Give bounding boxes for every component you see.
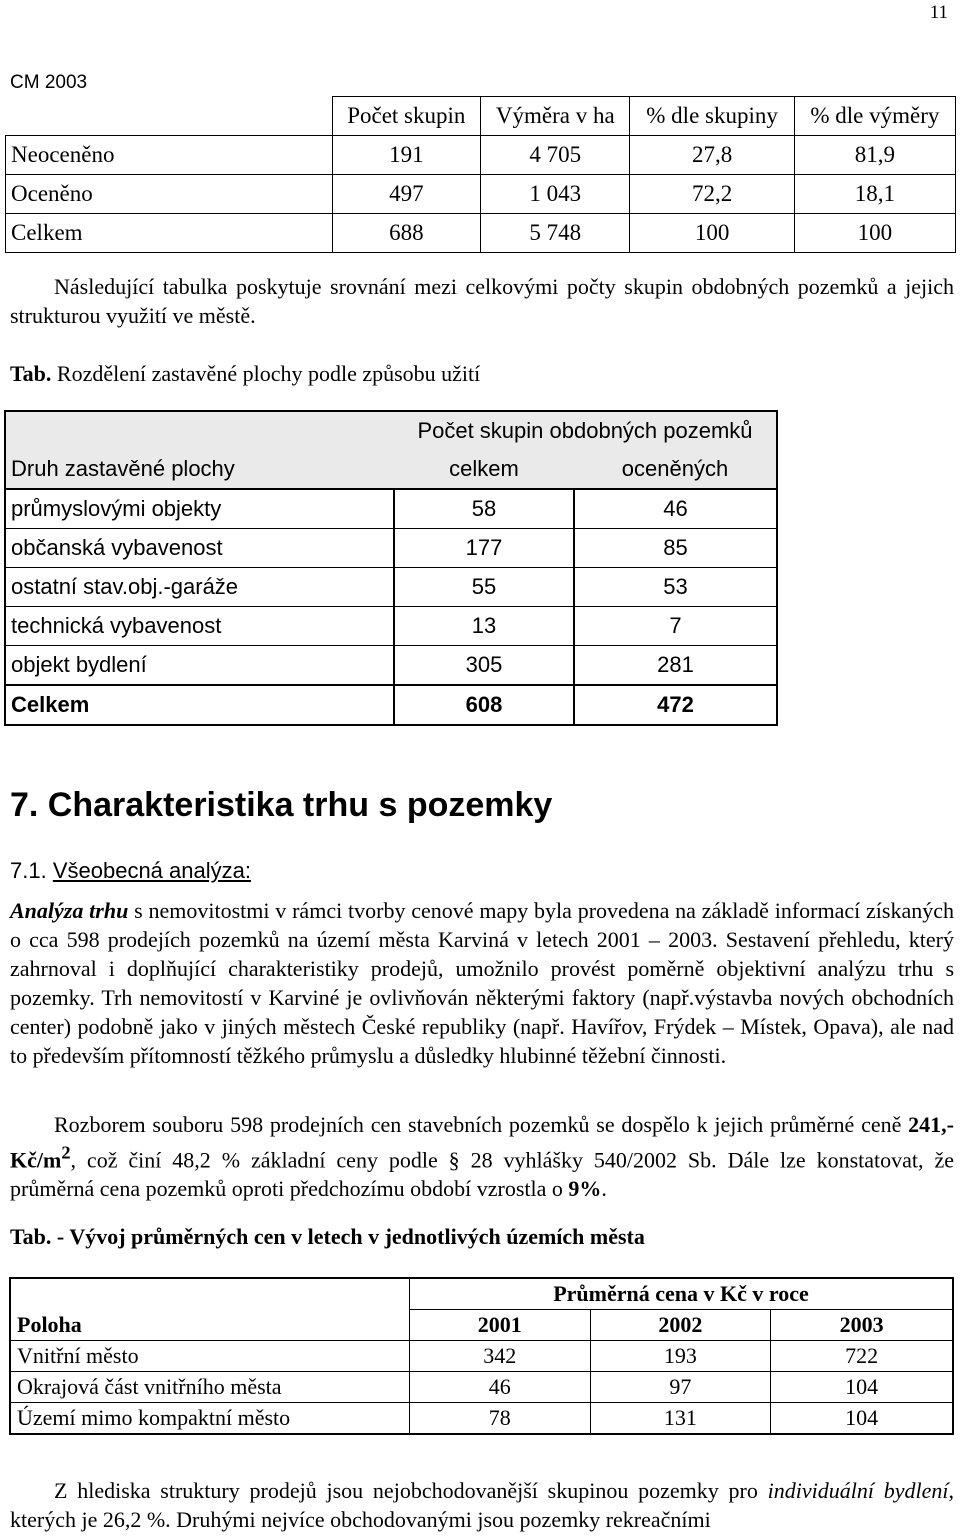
table1-header: Počet skupin — [332, 97, 481, 136]
table2-cell: 46 — [574, 489, 777, 529]
structure-text-1: Z hlediska struktury prodejů jsou nejobchodovanější skupinou pozemky pro — [54, 1478, 768, 1503]
table1-row — [6, 214, 956, 253]
analysis-lead: Analýza trhu — [10, 898, 129, 923]
paragraph-analysis — [10, 896, 954, 1070]
table3-cell: 78 — [410, 1403, 591, 1435]
table1-cell: 4 705 — [481, 136, 630, 175]
table3-row — [10, 1341, 953, 1372]
table2-row-label: průmyslovými objekty — [5, 489, 394, 529]
table3-cell: 104 — [771, 1372, 953, 1403]
table2-group-header: Počet skupin obdobných pozemků — [417, 418, 753, 443]
paragraph-price — [10, 1110, 954, 1203]
table2-col2-header: oceněných — [574, 450, 777, 489]
table3-year-header: 2003 — [771, 1310, 953, 1341]
price-text-3: . — [601, 1176, 607, 1202]
table3-cell: 193 — [590, 1341, 771, 1372]
table3-cell: 104 — [771, 1403, 953, 1435]
table2-row-label: občanská vybavenost — [5, 529, 394, 568]
table3-cell: 46 — [410, 1372, 591, 1403]
table3-cell: 131 — [590, 1403, 771, 1435]
table2-title-prefix: Tab. — [10, 361, 52, 386]
table2-title — [10, 361, 480, 387]
subsection-title: Všeobecná analýza: — [52, 858, 251, 883]
page-number: 11 — [929, 2, 948, 23]
table1-cell: 100 — [794, 214, 955, 253]
table1-row-label: Celkem — [6, 214, 333, 253]
table1-cell: 27,8 — [630, 136, 794, 175]
table2-row — [5, 646, 777, 686]
table1-cell: 191 — [332, 136, 481, 175]
table2-group-header-row — [5, 411, 777, 450]
table3-row — [10, 1403, 953, 1435]
table1 — [5, 96, 956, 253]
table1-cell: 72,2 — [630, 175, 794, 214]
table2-row — [5, 489, 777, 529]
price-growth: 9% — [568, 1176, 602, 1202]
table3-year-header: 2002 — [590, 1310, 771, 1341]
paragraph-intro: Následující tabulka poskytuje srovnání mezi celkovými počty skupin obdobných pozemků a jejich strukturou využití ve městě. — [10, 274, 954, 328]
table1-cell: 100 — [630, 214, 794, 253]
table3-year-header: 2001 — [410, 1310, 591, 1341]
paragraph-structure — [10, 1476, 954, 1534]
analysis-text: s nemovitostmi v rámci tvorby cenové mapy byla provedena na základě informací získaných o cca 598 prodejích pozemků na území města Karviná v letech 2001 – 2003. Sestavení přehledu, který zahrnoval i doplňující charakteristiky prodejů, umožnilo provést poměrně objektivní analýzu trhu s pozemky. Trh nemovitostí v Karviné je ovlivňován některými faktory (např.výstavba nových obchodních center) podobně jako v jiných městech České republiky (např. Havířov, Frýdek – Místek, Opava), ale nad to především přítomností těžkého průmyslu a důsledky hlubinné těžební činnosti. — [10, 898, 955, 1068]
table2-cell: 281 — [657, 652, 694, 677]
table2-cell: 177 — [394, 529, 574, 568]
table1-cell: 81,9 — [794, 136, 955, 175]
table1-header: Výměra v ha — [481, 97, 630, 136]
table1-row — [6, 175, 956, 214]
table3-group-header-row — [10, 1278, 953, 1310]
table2-cell: 7 — [574, 607, 777, 646]
table2-cell: 305 — [394, 646, 574, 686]
table2-row-label: technická vybavenost — [5, 607, 394, 646]
table1-cell: 18,1 — [794, 175, 955, 214]
table3-col0-header: Poloha — [10, 1310, 410, 1341]
table2-total-label: Celkem — [5, 685, 394, 725]
table2-row — [5, 529, 777, 568]
table1-cell: 1 043 — [481, 175, 630, 214]
table2-header-row — [5, 450, 777, 489]
table3 — [9, 1277, 954, 1435]
table1-cell: 497 — [332, 175, 481, 214]
table2-total-cell: 472 — [574, 685, 777, 725]
table2-total-row — [5, 685, 777, 725]
table2-col0-header: Druh zastavěné plochy — [5, 450, 394, 489]
table2-cell: 53 — [574, 568, 777, 607]
table3-cell: 722 — [771, 1341, 953, 1372]
table1-cell: 688 — [332, 214, 481, 253]
table3-cell: 97 — [590, 1372, 771, 1403]
table1-row — [6, 136, 956, 175]
table2-row-label: ostatní stav.obj.-garáže — [5, 568, 394, 607]
price-text-1: Rozborem souboru 598 prodejních cen stavebních pozemků se dospělo k jejich průměrné ceně — [54, 1112, 909, 1137]
price-sup: 2 — [61, 1143, 71, 1163]
table3-cell: 342 — [410, 1341, 591, 1372]
table2-col1-header: celkem — [394, 450, 574, 489]
table2-row-label: objekt bydlení — [11, 652, 147, 677]
table2-title-text: Rozdělení zastavěné plochy podle způsobu užití — [51, 361, 481, 386]
table3-row-label: Okrajová část vnitřního města — [10, 1372, 410, 1403]
table3-row — [10, 1372, 953, 1403]
table1-header: % dle výměry — [794, 97, 955, 136]
table1-header-row — [6, 97, 956, 136]
table3-row-label: Vnitřní město — [10, 1341, 410, 1372]
table3-empty-cell — [10, 1278, 410, 1310]
table1-caption: CM 2003 — [10, 72, 88, 93]
subsection-heading — [10, 858, 251, 884]
table1-cell: 5 748 — [481, 214, 630, 253]
price-value: 241,- Kč/m — [10, 1112, 954, 1173]
table2-cell: 55 — [394, 568, 574, 607]
table1-row-label: Oceněno — [6, 175, 333, 214]
table3-group-header: Průměrná cena v Kč v roce — [410, 1278, 954, 1310]
table3-row-label: Území mimo kompaktní město — [10, 1403, 410, 1435]
table2-row — [5, 568, 777, 607]
table1-empty-cell — [6, 97, 333, 136]
table2-empty-cell — [5, 411, 394, 450]
table1-row-label: Neoceněno — [6, 136, 333, 175]
table1-header: % dle skupiny — [630, 97, 794, 136]
table2-cell: 85 — [574, 529, 777, 568]
table2-total-cell: 608 — [394, 685, 574, 725]
table3-header-row — [10, 1310, 953, 1341]
table2-row — [5, 607, 777, 646]
structure-italic: individuální bydlení — [767, 1478, 949, 1503]
price-text-2: , což činí 48,2 % základní ceny podle § 28 vyhlášky 540/2002 Sb. Dále lze konstatovat, že průměrná cena pozemků oproti předchozímu období vzrostla o — [10, 1147, 954, 1202]
table3-title: Tab. - Vývoj průměrných cen v letech v jednotlivých územích města — [10, 1224, 645, 1249]
subsection-number: 7.1. — [10, 858, 47, 883]
table2 — [4, 410, 778, 726]
structure-text-2: , kterých je 26,2 %. Druhými nejvíce obchodovanými jsou pozemky rekreačními — [10, 1478, 954, 1532]
table2-cell: 58 — [394, 489, 574, 529]
section-heading: 7. Charakteristika trhu s pozemky — [10, 786, 553, 824]
table2-cell: 13 — [394, 607, 574, 646]
